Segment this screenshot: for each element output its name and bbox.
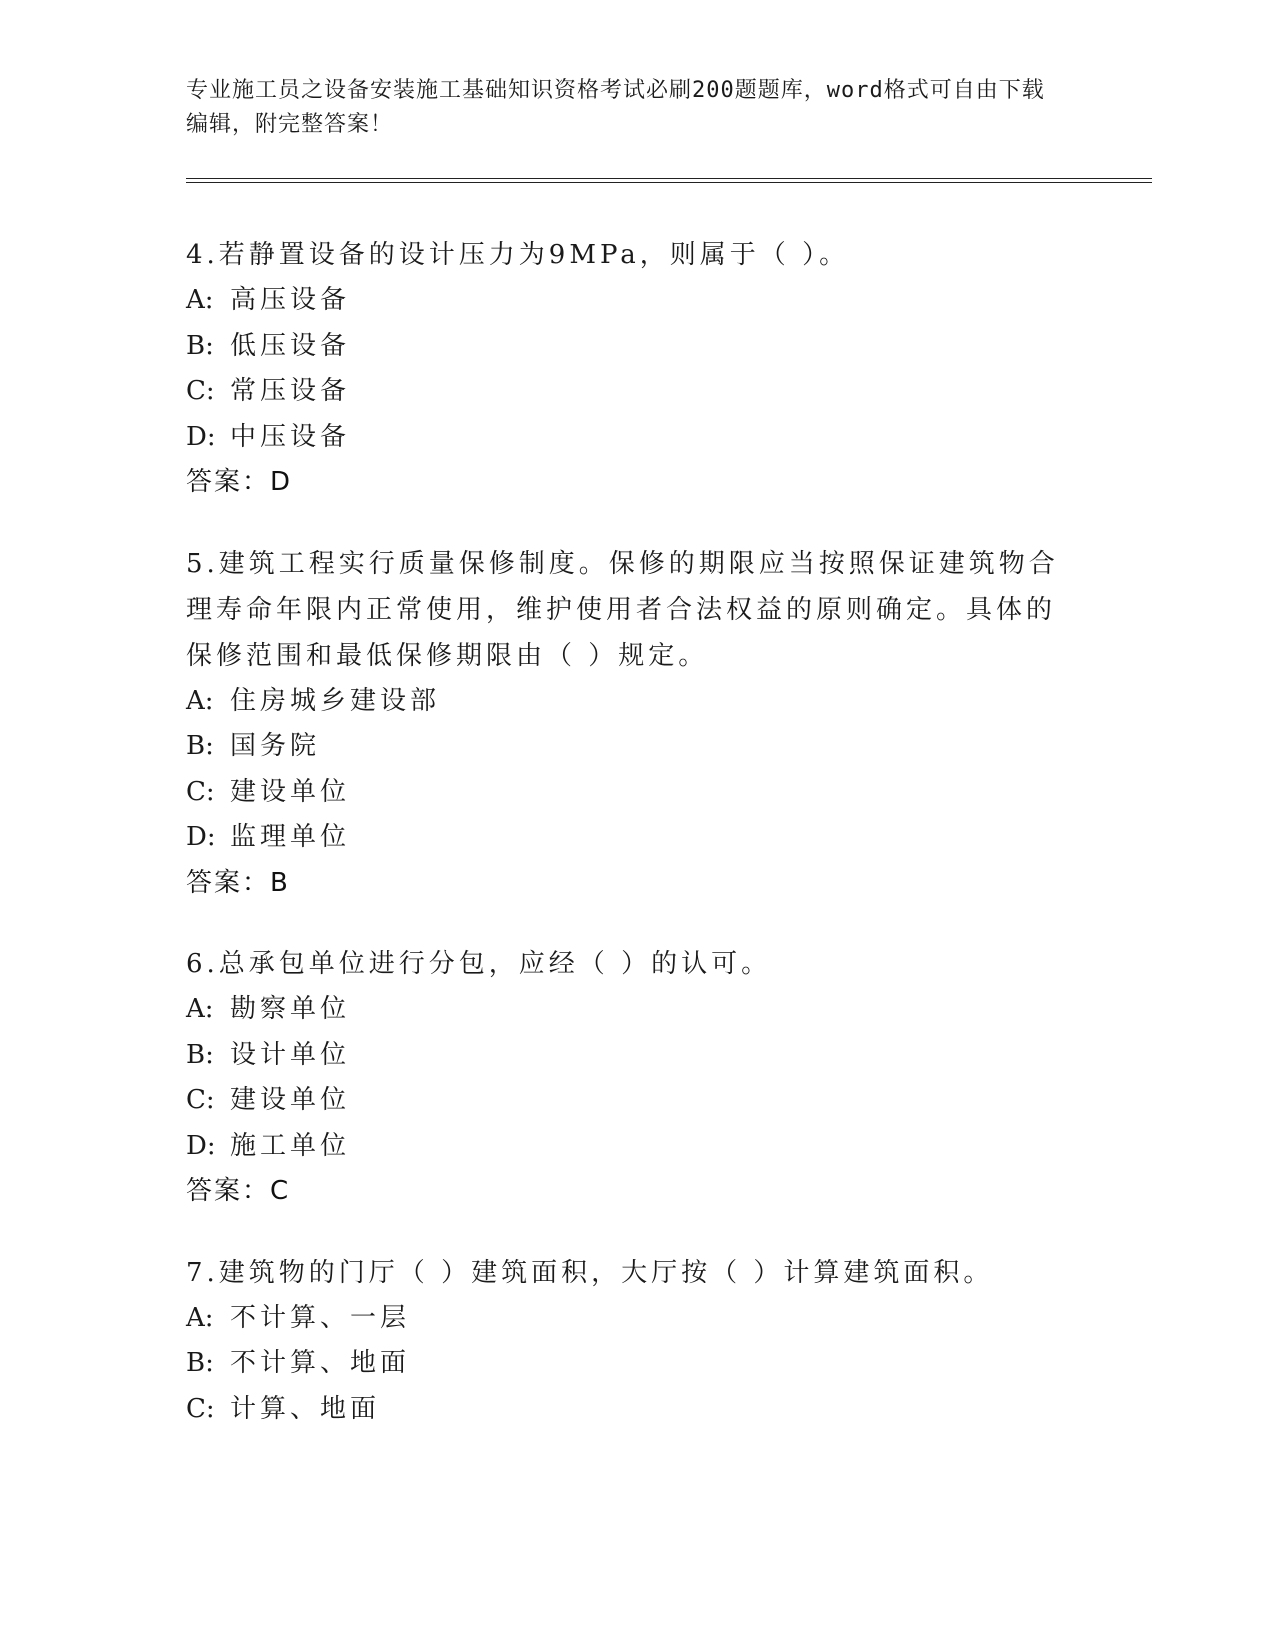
option-text: 常压设备 bbox=[230, 376, 351, 406]
option-letter: C: bbox=[186, 376, 215, 406]
option-d bbox=[186, 815, 1066, 861]
option-text: 不计算、一层 bbox=[230, 1302, 411, 1333]
option-letter: A: bbox=[186, 285, 214, 315]
option-text: 低压设备 bbox=[230, 330, 351, 361]
option-c bbox=[186, 369, 1066, 415]
question-stem: 4.若静置设备的设计压力为9MPa，则属于（ ）。 bbox=[186, 240, 850, 270]
option-letter: B: bbox=[186, 731, 214, 761]
option-text: 中压设备 bbox=[230, 421, 351, 452]
answer-line: 答案：C bbox=[186, 1176, 291, 1206]
option-a bbox=[186, 278, 1066, 324]
option-c bbox=[186, 1387, 1066, 1433]
option-text: 建设单位 bbox=[230, 776, 351, 807]
document-header: 专业施工员之设备安装施工基础知识资格考试必刷200题题库，word格式可自由下载编辑，附完整答案！ bbox=[186, 78, 1045, 137]
option-letter: B: bbox=[186, 1039, 214, 1070]
option-text: 勘察单位 bbox=[230, 994, 351, 1024]
question-stem: 6.总承包单位进行分包，应经（ ）的认可。 bbox=[186, 949, 772, 979]
question-stem: 7.建筑物的门厅（ ）建筑面积，大厅按（ ）计算建筑面积。 bbox=[186, 1257, 994, 1288]
option-letter: A: bbox=[186, 994, 214, 1024]
option-text: 设计单位 bbox=[230, 1039, 351, 1070]
answer-line: 答案：D bbox=[186, 467, 293, 497]
option-d bbox=[186, 415, 1066, 461]
option-b bbox=[186, 724, 1066, 770]
option-letter: A: bbox=[186, 685, 214, 716]
header-divider-bottom bbox=[186, 182, 1152, 183]
option-text: 监理单位 bbox=[230, 822, 351, 852]
option-text: 高压设备 bbox=[230, 285, 351, 315]
option-letter: B: bbox=[186, 330, 214, 361]
option-text: 建设单位 bbox=[230, 1085, 351, 1115]
option-b bbox=[186, 1033, 1066, 1079]
option-letter: C: bbox=[186, 776, 215, 807]
option-b bbox=[186, 1341, 1066, 1387]
header-divider-top bbox=[186, 178, 1152, 179]
option-text: 住房城乡建设部 bbox=[230, 685, 441, 716]
option-c bbox=[186, 1078, 1066, 1124]
answer-line: 答案：B bbox=[186, 867, 290, 898]
option-letter: C: bbox=[186, 1393, 215, 1424]
option-text: 不计算、地面 bbox=[230, 1348, 411, 1378]
option-a bbox=[186, 987, 1066, 1033]
option-letter: B: bbox=[186, 1348, 214, 1378]
question-7 bbox=[186, 1250, 1066, 1433]
option-letter: D: bbox=[186, 1130, 216, 1161]
option-text: 国务院 bbox=[230, 731, 321, 761]
question-4 bbox=[186, 232, 1066, 506]
question-list bbox=[186, 232, 1066, 1467]
option-text: 施工单位 bbox=[230, 1130, 351, 1161]
option-letter: D: bbox=[186, 822, 216, 852]
option-letter: C: bbox=[186, 1085, 215, 1115]
option-d bbox=[186, 1124, 1066, 1170]
option-a bbox=[186, 679, 1066, 725]
question-5 bbox=[186, 541, 1066, 907]
option-b bbox=[186, 324, 1066, 370]
question-6 bbox=[186, 941, 1066, 1215]
question-stem: 5.建筑工程实行质量保修制度。保修的期限应当按照保证建筑物合理寿命年限内正常使用，维护使用者合法权益的原则确定。具体的保修范围和最低保修期限由（ ）规定。 bbox=[186, 548, 1059, 671]
option-text: 计算、地面 bbox=[230, 1393, 381, 1424]
option-letter: D: bbox=[186, 421, 216, 452]
option-c bbox=[186, 770, 1066, 816]
option-letter: A: bbox=[186, 1302, 214, 1333]
option-a bbox=[186, 1296, 1066, 1342]
